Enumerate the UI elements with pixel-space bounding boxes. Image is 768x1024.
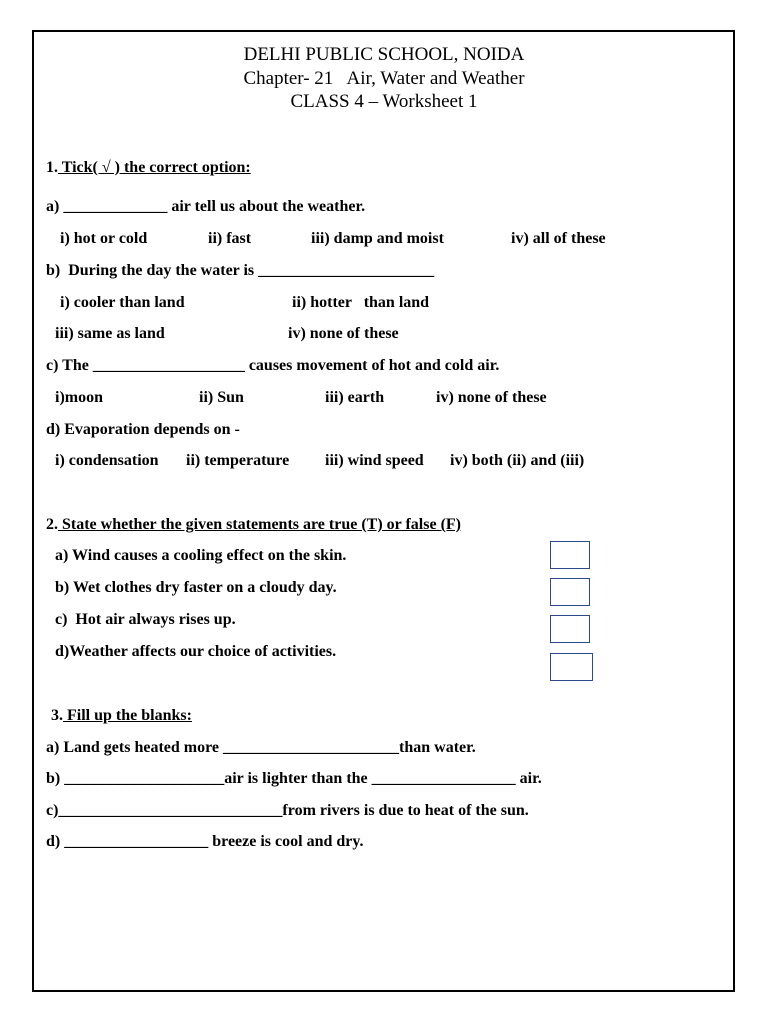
q1a-option-2[interactable]: ii) fast [208, 230, 252, 247]
q3-number: 3. [51, 707, 63, 724]
q1d-question: d) Evaporation depends on - [46, 421, 240, 438]
q3-item-c: c)____________________________from rivers is due to heat of the sun. [46, 802, 529, 819]
q2-answer-box-c[interactable] [550, 615, 590, 643]
q1-heading [46, 159, 251, 177]
q1b-option-1[interactable]: i) cooler than land [60, 294, 185, 311]
q1d-option-3[interactable]: iii) wind speed [325, 452, 424, 469]
q3-title: Fill up the blanks: [63, 707, 192, 724]
q2-answer-box-d[interactable] [550, 653, 593, 681]
q1b-option-3[interactable]: iii) same as land [55, 325, 165, 342]
q1b-question: b) During the day the water is ______________________ [46, 262, 435, 279]
worksheet-title: CLASS 4 – Worksheet 1 [290, 91, 478, 112]
school-name: DELHI PUBLIC SCHOOL, NOIDA [243, 44, 525, 65]
q2-statement-c: c) Hot air always rises up. [55, 611, 236, 628]
q2-answer-box-b[interactable] [550, 578, 590, 606]
q1c-option-3[interactable]: iii) earth [325, 389, 385, 406]
q1b-option-2[interactable]: ii) hotter than land [292, 294, 430, 311]
q1-title: Tick( √ ) the correct option: [58, 159, 251, 176]
q2-statement-d: d)Weather affects our choice of activities. [55, 643, 337, 660]
q1c-option-2[interactable]: ii) Sun [199, 389, 244, 406]
q1a-question: a) _____________ air tell us about the weather. [46, 198, 366, 215]
q2-statement-a: a) Wind causes a cooling effect on the skin. [55, 547, 347, 564]
q2-answer-box-a[interactable] [550, 541, 590, 569]
q1-number: 1. [46, 159, 58, 176]
q2-number: 2. [46, 516, 58, 533]
q1a-option-3[interactable]: iii) damp and moist [311, 230, 444, 247]
q1a-option-1[interactable]: i) hot or cold [60, 230, 148, 247]
q1d-option-1[interactable]: i) condensation [55, 452, 159, 469]
q2-heading [46, 516, 461, 534]
q3-item-a: a) Land gets heated more ______________________than water. [46, 739, 476, 756]
q1d-option-4[interactable]: iv) both (ii) and (iii) [450, 452, 585, 469]
q3-item-d: d) __________________ breeze is cool and dry. [46, 833, 364, 850]
q3-item-b: b) ____________________air is lighter than the __________________ air. [46, 770, 542, 787]
q1b-option-4[interactable]: iv) none of these [288, 325, 399, 342]
chapter-title: Chapter- 21 Air, Water and Weather [243, 68, 525, 89]
q2-statement-b: b) Wet clothes dry faster on a cloudy day. [55, 579, 337, 596]
q3-heading [51, 707, 192, 725]
q1c-option-4[interactable]: iv) none of these [436, 389, 547, 406]
q1a-option-4[interactable]: iv) all of these [511, 230, 606, 247]
q1c-option-1[interactable]: i)moon [55, 389, 103, 406]
q1c-question: c) The ___________________ causes movement of hot and cold air. [46, 357, 500, 374]
q2-title: State whether the given statements are true (T) or false (F) [58, 516, 462, 533]
q1d-option-2[interactable]: ii) temperature [186, 452, 290, 469]
